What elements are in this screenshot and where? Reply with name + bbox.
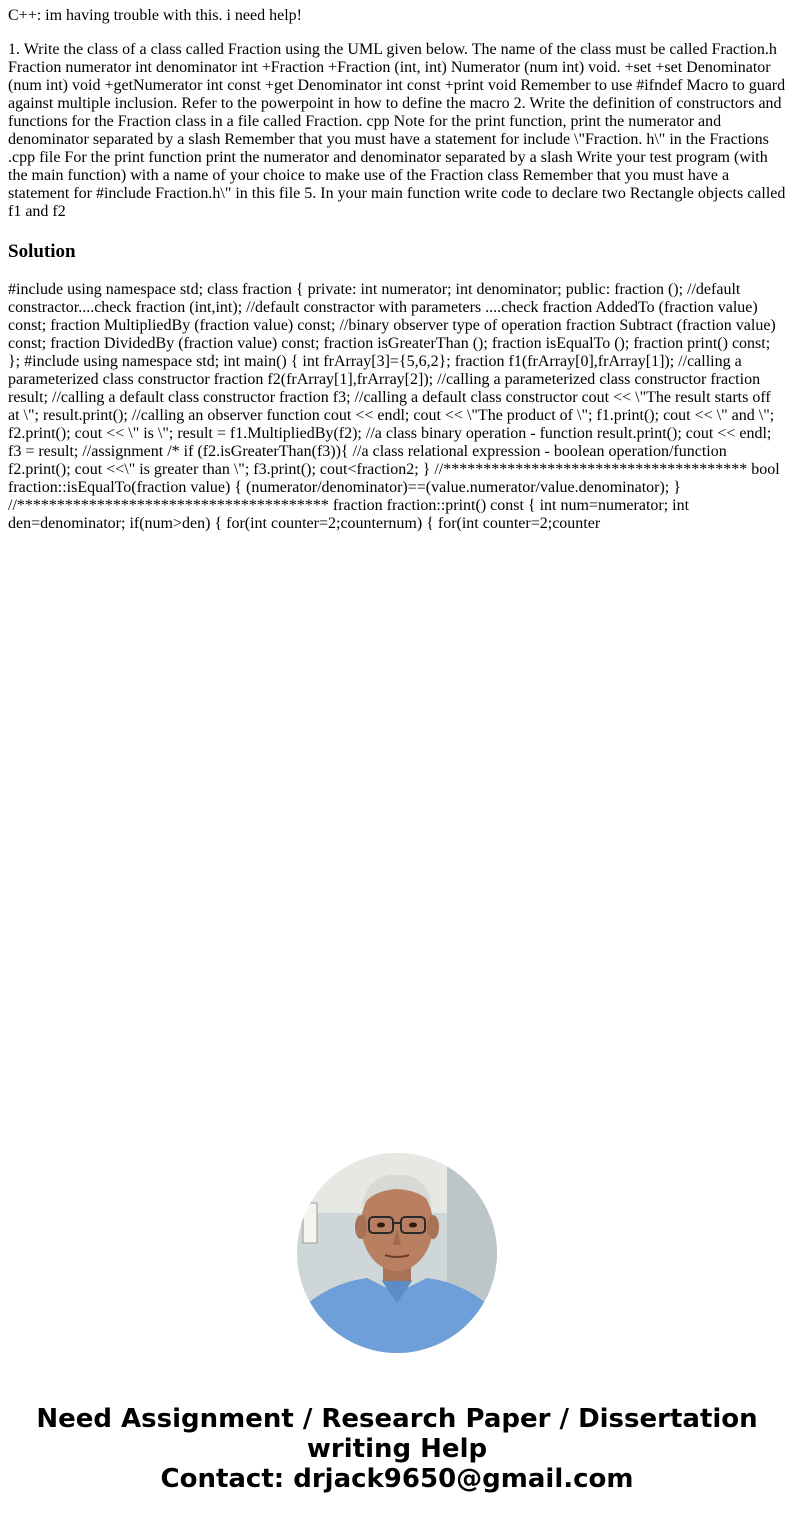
promo-banner (0, 1404, 794, 1494)
promo-contact: Contact: drjack9650@gmail.com (160, 1464, 634, 1494)
author-avatar (297, 1153, 497, 1353)
promo-line-2: writing Help (306, 1434, 488, 1464)
content-area (8, 0, 786, 533)
question-intro: C++: im having trouble with this. i need help! (8, 7, 303, 24)
author-portrait-icon (297, 1153, 497, 1353)
question-body: 1. Write the class of a class called Fraction using the UML given below. The name of the class must be called Fraction.h Fraction numerator int denominator int +Fraction +Fraction (int, int) Numerator (num int) void. +set +set Denominator (num int) void +getNumerator int const +get Denominator int const +print void Remember to use #ifndef Macro to guard against multiple inclusion. Refer to the powerpoint in how to define the macro 2. Write the definition of constructors and functions for the Fraction class in a file called Fraction. cpp Note for the print function, print the numerator and denominator separated by a slash Remember that you must have a statement for include \"Fraction. h\" in the Fractions .cpp file For the print function print the numerator and denominator separated by a slash Write your test program (with the main function) with a name of your choice to make use of the Fraction class Remember that you must have a statement for #include Fraction.h\" in this file 5. In your main function write code to declare two Rectangle objects called f1 and f2 (8, 41, 786, 220)
promo-line-1: Need Assignment / Research Paper / Dissertation (36, 1404, 758, 1434)
solution-body: #include using namespace std; class fraction { private: int numerator; int denominator; public: fraction (); //default constractor....check fraction (int,int); //default constractor with parameters ....check fraction AddedTo (fraction value) const; fraction MultipliedBy (fraction value) const; //binary observer type of operation fraction Subtract (fraction value) const; fraction DividedBy (fraction value) const; fraction isGreaterThan (); fraction isEqualTo (); fraction print() const; }; #include using namespace std; int main() { int frArray[3]={5,6,2}; fraction f1(frArray[0],frArray[1]); //calling a parameterized class constructor fraction f2(frArray[1],frArray[2]); //calling a parameterized class constructor fraction result; //calling a default class constructor fraction f3; //calling a default class constructor cout << \"The result starts off at \"; result.print(); //calling an observer function cout << endl; cout << \"The product of \"; f1.print(); cout << \" and \"; f2.print(); cout << \" is \"; result = f1.MultipliedBy(f2); //a class binary operation - function result.print(); cout << endl; f3 = result; //assignment /* if (f2.isGreaterThan(f3)){ //a class relational expression - boolean operation/function f2.print(); cout <<\" is greater than \"; f3.print(); cout<fraction2; } //************************************** bool fraction::isEqualTo(fraction value) { (numerator/denominator)==(value.numerator/value.denominator); } //*************************************** fraction fraction::print() const { int num=numerator; int den=denominator; if(num>den) { for(int counter=2;counternum) { for(int counter=2;counter (8, 281, 780, 532)
solution-heading: Solution (8, 241, 76, 262)
